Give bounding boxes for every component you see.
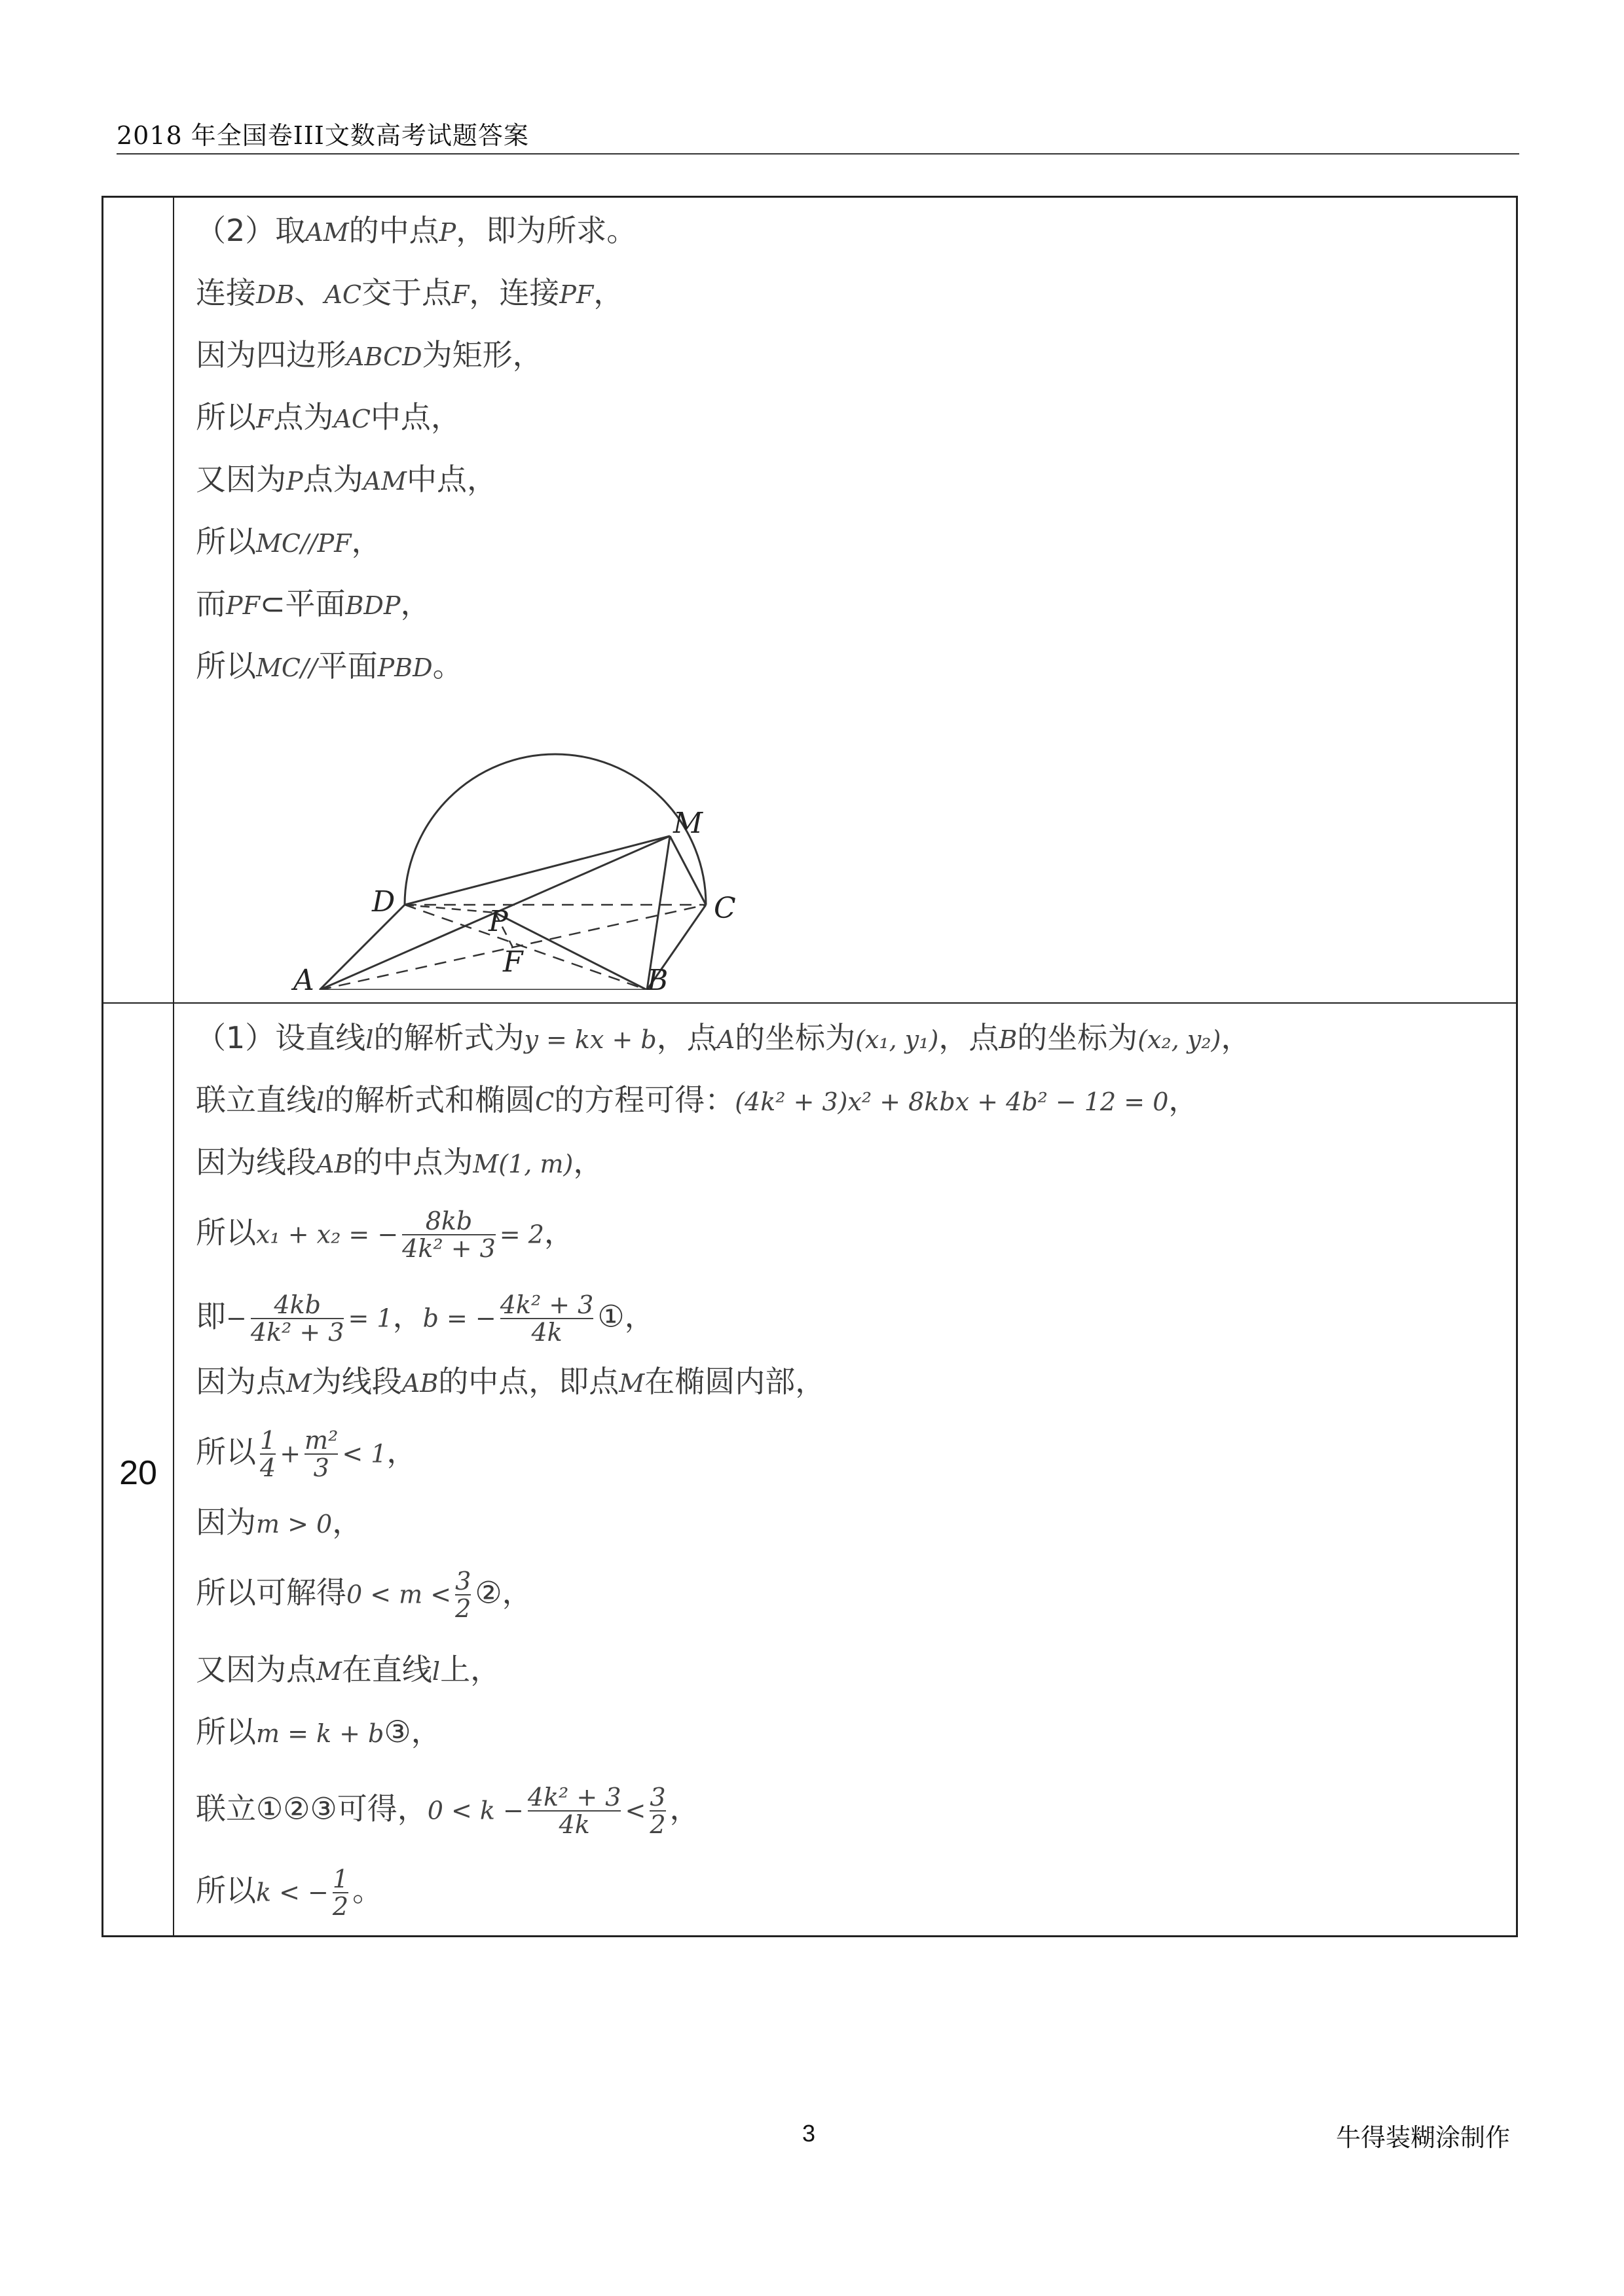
footer-credit: 牛得装糊涂制作 bbox=[1336, 2123, 1511, 2152]
solution-line: 所以m = k + b③， bbox=[196, 1714, 441, 1749]
solution-line: 而PF⊂平面BDP， bbox=[196, 586, 431, 621]
solution-line: （1）设直线l的解析式为y = kx + b，点A的坐标为(x₁, y₁)，点B的坐标为(x₂, y₂)， bbox=[196, 1020, 1251, 1055]
answer-table bbox=[101, 196, 1518, 1937]
solution-line: 所以 $\frac{1}{4}$ + $\frac{\text{m²}}{3}$ < 1， bbox=[196, 1426, 417, 1482]
geometry-figure bbox=[215, 702, 804, 990]
page-header-title: 2018 年全国卷III文数高考试题答案 bbox=[117, 121, 529, 150]
solution-line: 所以k < − $\frac{1}{2}$ 。 bbox=[196, 1865, 383, 1921]
solution-line: 所以MC//PF， bbox=[196, 524, 382, 559]
solution-line: 联立①②③可得，0 < k − $\frac{\text{4k² + 3}}{4k}$ < $\frac{3}{2}$ ， bbox=[196, 1783, 700, 1839]
label-m: M bbox=[673, 807, 703, 840]
question-number: 20 bbox=[119, 1454, 157, 1492]
label-a: A bbox=[293, 964, 314, 990]
solution-line: 因为线段AB的中点为M(1, m)， bbox=[196, 1144, 604, 1180]
solution-line: 因为点M为线段AB的中点，即点M在椭圆内部， bbox=[196, 1364, 826, 1399]
solution-line: 因为四边形ABCD为矩形， bbox=[196, 337, 543, 373]
label-d: D bbox=[372, 885, 396, 919]
solution-line: 因为m > 0， bbox=[196, 1504, 363, 1540]
solution-line: 所以F点为AC中点， bbox=[196, 399, 461, 435]
solution-line: 又因为P点为AM中点， bbox=[196, 462, 497, 497]
column-divider bbox=[173, 198, 174, 1935]
solution-line: （2）取AM的中点P，即为所求。 bbox=[196, 213, 637, 248]
label-p: P bbox=[489, 905, 508, 938]
solution-line: 所以x₁ + x₂ = − $\frac{8kb}{\text{4k² + 3}}$ = 2， bbox=[196, 1207, 574, 1263]
solution-line: 即− $\frac{4kb}{\text{4k² + 3}}$ = 1，b = − $\frac{\text{4k² + 3}}{4k}$ ①， bbox=[196, 1290, 655, 1347]
solution-line: 联立直线l的解析式和椭圆C的方程可得：(4k² + 3)x² + 8kbx + 4b² − 12 = 0， bbox=[196, 1082, 1199, 1118]
label-b: B bbox=[647, 964, 669, 990]
header-rule bbox=[117, 153, 1519, 155]
label-c: C bbox=[714, 892, 736, 925]
row-divider bbox=[103, 1002, 1516, 1004]
solution-line: 所以MC//平面PBD。 bbox=[196, 648, 463, 683]
page-number: 3 bbox=[802, 2120, 816, 2147]
solution-line: 又因为点M在直线l上， bbox=[196, 1652, 501, 1687]
solution-line: 所以可解得0 < m < $\frac{3}{2}$ ②， bbox=[196, 1567, 532, 1623]
label-f: F bbox=[503, 945, 523, 979]
solution-line: 连接DB、AC交于点F，连接PF， bbox=[196, 275, 624, 310]
